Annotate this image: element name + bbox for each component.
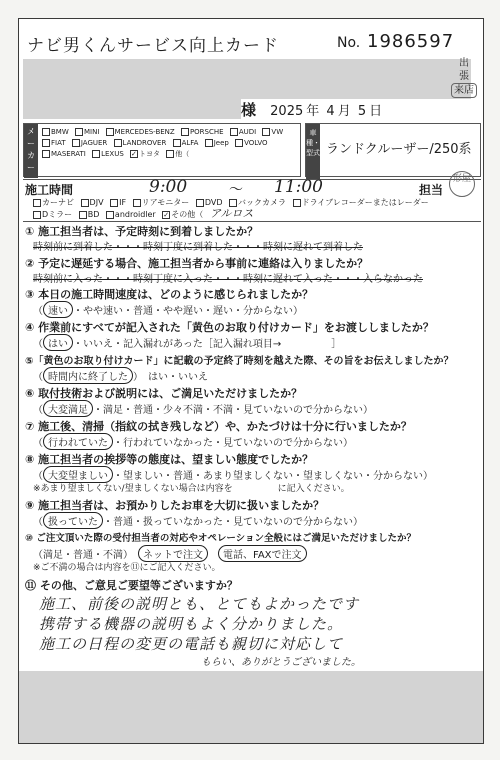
checkbox-icon [133,199,141,207]
maker-option [42,150,86,158]
checkbox-icon [75,128,83,136]
maker-box [23,123,301,177]
checkbox-icon [79,211,87,219]
equipment-option [106,210,156,219]
maker-label: Jeep [213,139,229,147]
maker-label: トヨタ [139,150,161,158]
answer-5: （ 時間内に終了した ） はい・いいえ [33,367,208,384]
redacted-area [23,59,471,99]
checkbox-icon [106,211,114,219]
checkbox-icon [262,128,270,136]
start-time: 9:00 [149,177,188,197]
equipment-label: IF [119,198,127,207]
equipment-label: Dミラー [42,210,73,219]
question-8: ⑧ 施工担当者の挨拶等の態度は、望ましい態度でしたか？ [25,453,314,466]
answer-7: （ 行われていた ・行われていなかった・見ていないので分からない） [33,433,353,450]
maker-option [262,128,283,136]
comment-line-3: 施工の日程の変更の電話も親切に対応して [39,635,344,653]
answer-2: 時刻前に入った・・・時刻丁度に入った・・・時刻に遅れて入った・・・入らなかった [33,274,423,285]
checkbox-icon: ✓ [131,150,137,158]
checkbox-icon [33,199,41,207]
checkbox-icon [110,199,118,207]
maker-option [114,139,167,147]
divider [23,179,481,180]
checkbox-icon [173,139,181,147]
card-number: 1986597 [367,31,455,52]
question-4: ④ 作業前にすべてが記入された「黄色のお取り付けカード」をお渡ししましたか？ [25,321,434,334]
maker-label: ALFA [181,139,199,147]
checkbox-icon [81,199,89,207]
maker-label: LEXUS [101,150,124,158]
checkbox-icon [293,199,301,207]
maker-label: MERCEDES-BENZ [114,128,175,136]
redacted-area [23,99,241,119]
equipment-label: ドライブレコーダーまたはレーダー [301,198,429,207]
equipment-option [110,198,126,207]
equipment-option [229,198,286,207]
answer-6: （ 大変満足 ・満足・普通・少々不満・不満・見ていないので分からない） [33,400,373,417]
equipment-label: カーナビ [42,198,74,207]
maker-option [92,150,124,158]
number-label: No. [337,35,361,51]
maker-option [181,128,224,136]
checkbox-icon [106,128,114,136]
service-card: ナビ男くんサービス向上カード No. 1986597 出 張 来店 様 2025 年 4 月 5 日 メーカー BMW MINI MERCEDES-BENZ PORSCHE AUDI VW FIAT JAGUER LANDROVER ALFA Jeep VOLVO MASERATI LEXUS ✓ トヨタ 他（ 車種・型式 ランドクルーザー/250系 施工時間 9:00 ～ 11:00 担当 形屋 カーナビ DJV IF リアモニター DVD バックカメラ ドライブレコーダーまたはレーダー Dミラー BD androidler ✓ その他（ アルロス ① 施工担当者は、予定時刻に到着しましたか？ 時刻前に到着した・・・時刻丁度に到着した・・・時刻に遅れて到着した ② 予定に遅延する場合、施工担当者から事前に連絡は入りましたか？ 時刻前に入った・・・時刻丁度に入った・・・時刻に遅れて入った・・・入らなかった ③ 本日の施工時間速度は、どのように感じられましたか？ （ 速い ・やや速い・普通・やや遅い・遅い・分からない） ④ 作業前にすべてが記入された「黄色のお取り付けカード」をお渡ししましたか？ （ はい ・いいえ・記入漏れがあった［記入漏れ項目→ ］ ⑤「黄色のお取り付けカード」に記載の予定終了時刻を越えた際、その旨をお伝えしましたか？ （ 時間内に終了した ） はい・いいえ ⑥ 取付技術および説明には、ご満足いただけましたか？ （ 大変満足 ・満足・普通・少々不満・不満・見ていないので分からない） ⑦ 施工後、清掃（指紋の拭き残しなど）や、かたづけは十分に行いましたか？ （ 行われていた ・行われていなかった・見ていないので分からない） ⑧ 施工担当者の挨拶等の態度は、望ましい態度でしたか？ （ 大変望ましい ・望ましい・普通・あまり望ましくない・望ましくない・分からない） ※あまり望ましくない/望ましくない場合は内容を に記入ください。 ⑨ 施工担当者は、お預かりしたお車を大切に扱いましたか？ （ 扱っていた ・普通・扱っていなかった・見ていないので分からない） ⑩ ご注文頂いた際の受付担当者の対応やオペレーション全般にはご満足いただけましたか？ （満足・普通・不満） ネットで注文 電話、FAXで注文 ※ご不満の場合は内容を⑪にご記入ください。 ⑪ その他、ご意見ご要望等ございますか？ 施工、前後の説明とも、とてもよかったです 携帯する機器の説明もよく分かりました。 施工の日程の変更の電話も親切に対応して もらい、ありがとうございました。 [18,18,484,744]
answer-8: （ 大変望ましい ・望ましい・普通・あまり望ましくない・望ましくない・分からない） [33,466,433,483]
maker-label: FIAT [51,139,66,147]
vehicle-label: 車種・型式 [306,124,320,180]
note-10: ※ご不満の場合は内容を⑪にご記入ください。 [33,563,221,573]
maker-option [205,139,229,147]
answer-10: （満足・普通・不満） ネットで注文 電話、FAXで注文 [33,545,307,562]
checkbox-icon [230,128,238,136]
equipment-label: BD [87,210,100,219]
question-2: ② 予定に遅延する場合、施工担当者から事前に連絡は入りましたか？ [25,257,369,270]
equipment-option [33,198,74,207]
checkbox-icon [205,139,213,147]
equipment-label: バックカメラ [238,198,287,207]
staff-stamp: 形屋 [449,171,475,197]
maker-option [106,128,175,136]
equipment-option [33,210,72,219]
equipment-label: DVD [204,198,223,207]
maker-option [75,128,99,136]
equipment-option [196,198,223,207]
equipment-option [81,198,104,207]
checkbox-icon [181,128,189,136]
maker-option [42,139,66,147]
maker-label: PORSCHE [189,128,224,136]
equipment-option [133,198,190,207]
maker-label: 他（ [175,150,190,158]
question-1: ① 施工担当者は、予定時刻に到着しましたか？ [25,225,259,238]
maker-option [166,150,189,158]
equipment-option [162,210,203,219]
maker-label: メーカー [24,124,38,178]
options-list [33,197,483,220]
maker-label: MASERATI [51,150,86,158]
checkbox-icon [235,139,243,147]
checkbox-icon [42,139,50,147]
checkbox-icon [92,150,100,158]
date-row: 様 2025 年 4 月 5 日 [241,101,383,119]
maker-option [130,150,160,158]
maker-label: BMW [51,128,69,136]
channel-phone: 電話、FAXで注文 [218,545,307,562]
comment-line-2: 携帯する機器の説明もよく分かりました。 [39,615,344,633]
divider [23,221,481,222]
other-option-value: アルロス [209,207,254,220]
maker-option [230,128,256,136]
question-3: ③ 本日の施工時間速度は、どのように感じられましたか？ [25,288,314,301]
work-time-label: 施工時間 [25,183,74,197]
checkbox-icon: ✓ [163,210,170,219]
equipment-label: リアモニター [141,198,190,207]
checkbox-icon [42,128,50,136]
service-type: 出 張 来店 [451,57,477,98]
question-11: ⑪ その他、ご意見ご要望等ございますか？ [25,579,238,592]
equipment-option [79,210,100,219]
equipment-label: androidler [114,210,156,219]
checkbox-icon [72,139,80,147]
answer-3: （ 速い ・やや速い・普通・やや遅い・遅い・分からない） [33,301,303,318]
equipment-option [293,198,429,207]
channel-net: ネットで注文 [138,545,208,562]
maker-label: MINI [84,128,100,136]
checkbox-icon [42,150,50,158]
staff-label: 担当 [419,183,444,197]
maker-label: AUDI [238,128,257,136]
maker-label: VOLVO [244,139,268,147]
maker-label: LANDROVER [122,139,167,147]
note-8: ※あまり望ましくない/望ましくない場合は内容を に記入ください。 [33,484,350,494]
answer-4: （ はい ・いいえ・記入漏れがあった［記入漏れ項目→ ］ [33,334,341,351]
answer-1: 時刻前に到着した・・・時刻丁度に到着した・・・時刻に遅れて到着した [33,242,363,253]
equipment-label: DJV [89,198,104,207]
instore-stamp: 来店 [451,83,477,98]
vehicle-model: ランドクルーザー/250系 [326,142,472,157]
maker-option [235,139,267,147]
end-time: 11:00 [274,177,323,197]
maker-label: VW [271,128,284,136]
checkbox-icon [33,211,41,219]
maker-list [42,127,298,160]
question-6: ⑥ 取付技術および説明には、ご満足いただけましたか？ [25,387,303,400]
comment-line-1: 施工、前後の説明とも、とてもよかったです [39,595,360,613]
equipment-label: その他（ [171,210,204,219]
redacted-area [19,671,483,743]
maker-option [72,139,107,147]
maker-label: JAGUER [80,139,108,147]
vehicle-box [305,123,481,177]
checkbox-icon [114,139,122,147]
maker-option [42,128,69,136]
question-7: ⑦ 施工後、清掃（指紋の拭き残しなど）や、かたづけは十分に行いましたか？ [25,420,412,433]
checkbox-icon [196,199,204,207]
maker-option [173,139,199,147]
card-title: ナビ男くんサービス向上カード [27,36,279,56]
comment-line-4: もらい、ありがとうございました。 [201,657,361,668]
checkbox-icon [229,199,237,207]
checkbox-icon [166,150,174,158]
question-10: ⑩ ご注文頂いた際の受付担当者の対応やオペレーション全般にはご満足いただけましたか？ [25,533,416,544]
answer-9: （ 扱っていた ・普通・扱っていなかった・見ていないので分からない） [33,512,363,529]
question-9: ⑨ 施工担当者は、お預かりしたお車を大切に扱いましたか？ [25,499,325,512]
question-5: ⑤「黄色のお取り付けカード」に記載の予定終了時刻を越えた際、その旨をお伝えしましたか？ [25,356,454,367]
